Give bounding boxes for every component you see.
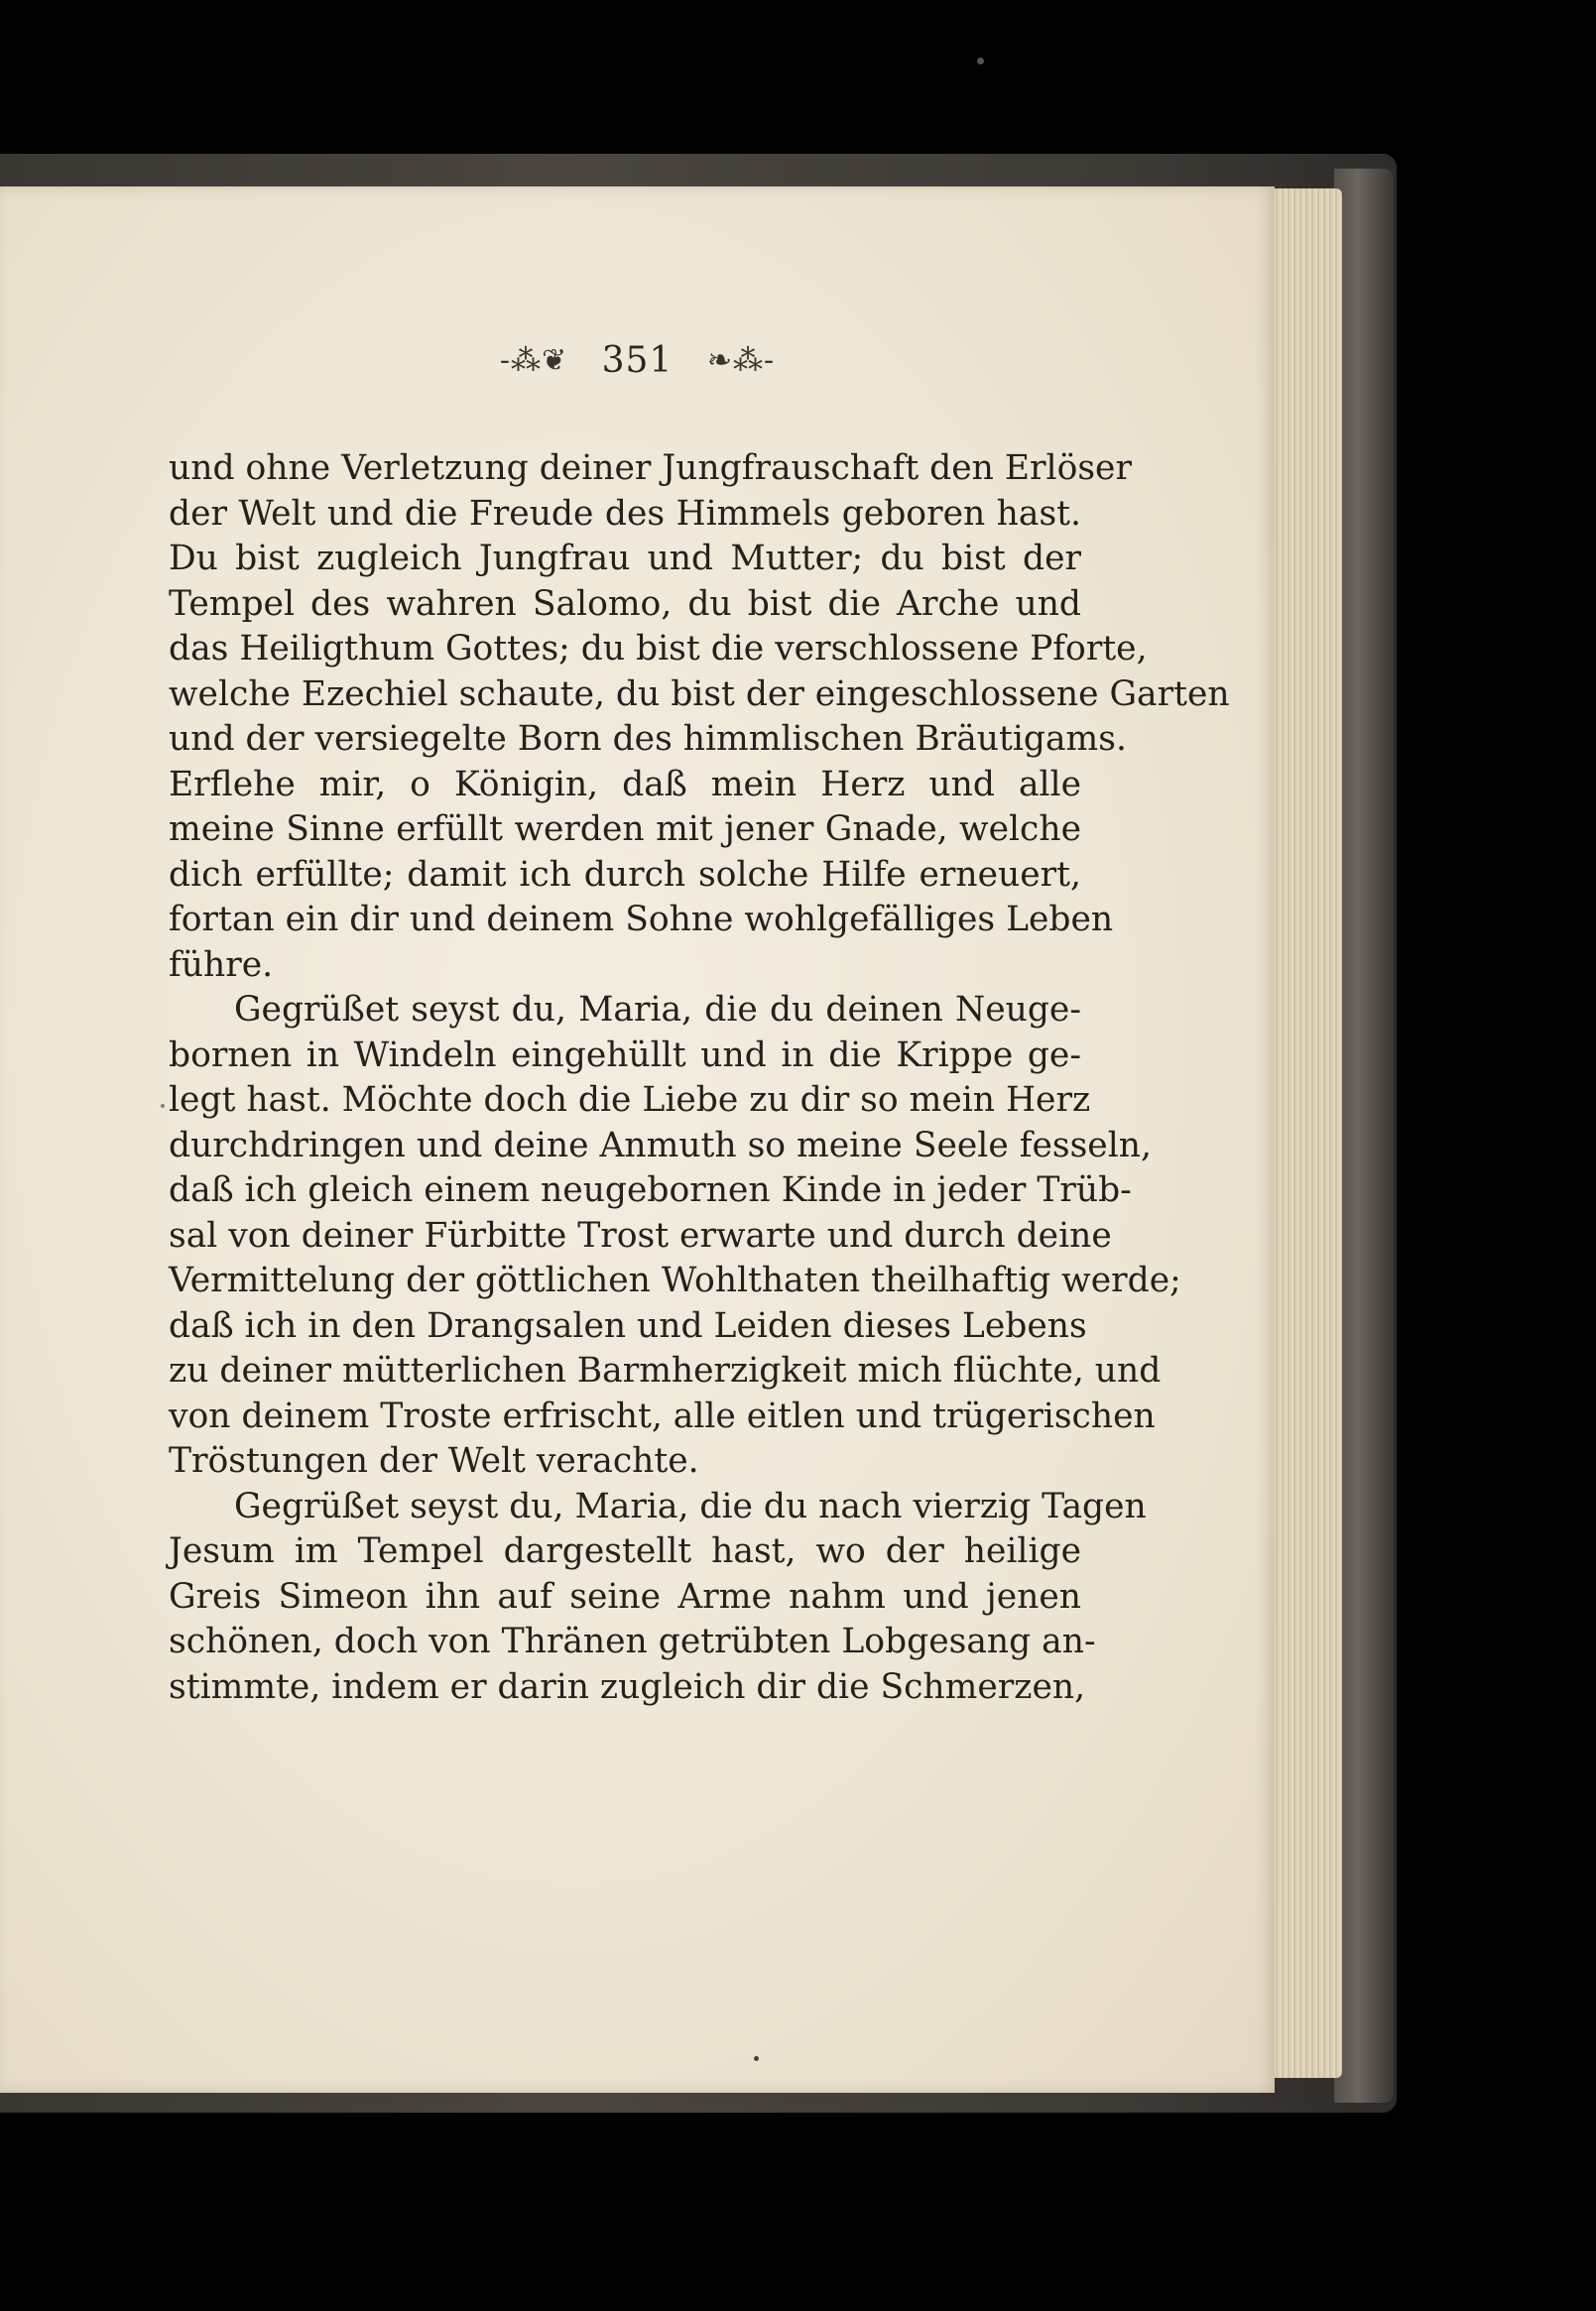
text-line: Erflehe mir, o Königin, daß mein Herz und alle [169,764,1081,804]
text-line: Tempel des wahren Salomo, du bist die Arche und [169,583,1081,624]
page-header [0,337,1275,381]
body-text [169,446,1230,1710]
text-line: Jesum im Tempel dargestellt hast, wo der heilige [169,1531,1081,1571]
text-line: meine Sinne erfüllt werden mit jener Gnade, welche [169,809,1081,849]
book-cover-edge [1334,169,1394,2103]
page-paper [0,186,1275,2093]
text-line: Tröstungen der Welt verachte. [169,1441,699,1481]
text-line: und ohne Verletzung deiner Jungfrauschaft den Erlöser [169,448,1132,488]
text-line: daß ich gleich einem neugebornen Kinde in jeder Trüb- [169,1170,1132,1210]
text-line: Gegrüßet seyst du, Maria, die du deinen Neuge- [234,990,1081,1030]
text-line: zu deiner mütterlichen Barmherzigkeit mich flüchte, und [169,1351,1162,1391]
text-line: stimmte, indem er darin zugleich dir die Schmerzen, [169,1666,1086,1707]
text-line: fortan ein dir und deinem Sohne wohlgefälliges Leben [169,900,1114,939]
text-line: Greis Simeon ihn auf seine Arme nahm und jenen [169,1576,1081,1617]
header-ornament-right: ❧⁂- [706,342,776,378]
dust-speck [977,58,984,64]
text-line: daß ich in den Drangsalen und Leiden dieses Lebens [169,1305,1087,1346]
text-line: Gegrüßet seyst du, Maria, die du nach vierzig Tagen [234,1486,1147,1526]
text-line: Vermittelung der göttlichen Wohlthaten theilhaftig werde; [169,1261,1181,1300]
page-number: 351 [601,339,674,381]
text-line: das Heiligthum Gottes; du bist die verschlossene Pforte, [169,629,1148,669]
text-line: legt hast. Möchte doch die Liebe zu dir so mein Herz [169,1080,1091,1120]
text-line: durchdringen und deine Anmuth so meine Seele fesseln, [169,1125,1152,1165]
text-line: bornen in Windeln eingehüllt und in die Krippe ge- [169,1034,1081,1075]
dust-speck [754,2056,759,2061]
text-line: führe. [169,944,274,985]
text-line: welche Ezechiel schaute, du bist der eingeschlossene Garten [169,673,1230,714]
text-line: von deinem Troste erfrischt, alle eitlen und trügerischen [169,1396,1156,1436]
dust-speck [161,1104,165,1108]
text-line: Du bist zugleich Jungfrau und Mutter; du bist der [169,539,1081,578]
text-line: sal von deiner Fürbitte Trost erwarte und durch deine [169,1215,1112,1256]
text-line: der Welt und die Freude des Himmels geboren hast. [169,493,1081,534]
text-line: und der versiegelte Born des himmlischen Bräutigams. [169,719,1127,759]
text-line: dich erfüllte; damit ich durch solche Hilfe erneuert, [169,854,1081,895]
text-line: schönen, doch von Thränen getrübten Lobgesang an- [169,1622,1096,1661]
header-ornament-left: -⁂❦ [499,342,568,378]
